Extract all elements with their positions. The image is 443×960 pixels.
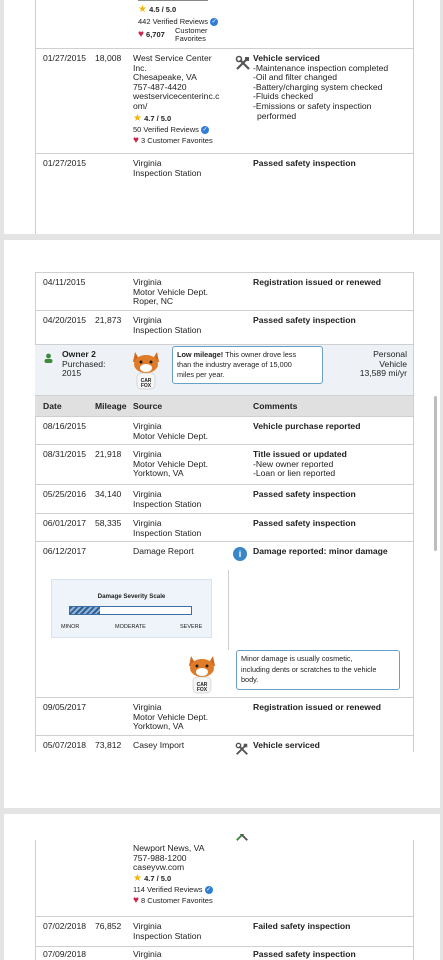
source-line: Inspection Station <box>133 930 202 941</box>
svg-text:FOX: FOX <box>140 383 152 389</box>
table-row <box>35 947 413 960</box>
row-date: 05/25/2016 <box>43 489 87 499</box>
comment-item: -New owner reported <box>253 458 334 469</box>
comment-title: Registration issued or renewed <box>253 277 381 287</box>
table-right-border <box>413 0 414 234</box>
comment-item: -Loan or lien reported <box>253 468 336 479</box>
source-line: Inspection Station <box>133 324 202 335</box>
table-row <box>35 49 413 154</box>
heart-icon: ♥ <box>138 29 144 40</box>
verified-check-icon: ✓ <box>202 126 208 133</box>
comment-item: -Maintenance inspection completed <box>253 62 389 73</box>
owner-type-1: Personal <box>373 349 407 359</box>
heart-icon: ♥ <box>133 894 139 906</box>
report-page-3 <box>4 814 440 960</box>
comment-item: -Oil and filter changed <box>253 72 338 83</box>
header-comments[interactable]: Comments <box>253 401 298 411</box>
header-mileage[interactable]: Mileage <box>95 401 127 411</box>
rating-value: 4.5 / 5.0 <box>149 5 177 14</box>
scrollbar-thumb[interactable] <box>434 396 437 551</box>
row-date: 07/02/2018 <box>43 921 87 931</box>
row-mileage: 21,873 <box>95 315 122 325</box>
table-row <box>35 273 413 311</box>
comment-title: Registration issued or renewed <box>253 702 381 712</box>
damage-callout <box>236 650 400 690</box>
source-location: Chesapeake, VA <box>133 72 197 83</box>
callout-text: This owner drove less <box>223 350 297 359</box>
comment-title: Vehicle serviced <box>253 53 320 63</box>
source-line: Inspection Station <box>133 167 202 178</box>
source-phone[interactable]: 757-988-1200 <box>133 852 187 863</box>
comment-title: Failed safety inspection <box>253 921 351 931</box>
rating-value: 4.7 / 5.0 <box>144 873 172 883</box>
row-date: 09/05/2017 <box>43 702 87 712</box>
owner-person-icon <box>44 350 53 368</box>
verified-reviews[interactable]: 114 Verified Reviews <box>133 884 203 894</box>
source-website[interactable]: caseyvw.com <box>133 862 185 873</box>
fox-shirt-text: CAR <box>196 682 208 688</box>
row-date: 04/11/2015 <box>43 277 86 287</box>
table-row <box>35 445 413 485</box>
row-date: 01/27/2015 <box>43 158 87 168</box>
source-location: Yorktown, VA <box>133 721 184 732</box>
low-mileage-callout <box>172 346 323 384</box>
callout-text: Minor damage is usually cosmetic, <box>241 654 353 663</box>
source-name: Virginia <box>133 315 162 325</box>
owner-header <box>35 345 413 396</box>
favorites-label-1: Customer <box>175 26 208 35</box>
source-name: Virginia <box>133 158 162 168</box>
row-date: 08/16/2015 <box>43 421 87 431</box>
source-name: Casey Import <box>133 740 185 750</box>
source-name: Virginia <box>133 277 162 287</box>
comment-title: Vehicle purchase reported <box>253 421 361 431</box>
comment-title: Vehicle serviced <box>253 740 320 750</box>
table-row-continued <box>35 840 413 917</box>
callout-text: including dents or scratches to the vehicle <box>241 664 377 674</box>
source-phone[interactable]: 757-487-4420 <box>133 81 187 92</box>
comment-title: Passed safety inspection <box>253 949 356 959</box>
star-icon: ★ <box>133 872 142 884</box>
report-page-1 <box>4 0 440 234</box>
source-line: Motor Vehicle Dept. <box>133 286 208 297</box>
row-date: 08/31/2015 <box>43 449 87 459</box>
row-mileage: 73,812 <box>95 740 122 750</box>
service-tools-icon <box>235 742 249 759</box>
comment-item: -Fluids checked <box>253 91 314 102</box>
source-line: Inspection Station <box>133 498 202 509</box>
favorites-label-2: Favorites <box>175 34 206 43</box>
row-mileage: 18,008 <box>95 53 122 63</box>
favorites-count: 6,707 <box>146 30 165 39</box>
source-name: Virginia <box>133 489 162 499</box>
header-source[interactable]: Source <box>133 401 163 411</box>
fox-shirt-text: FOX <box>196 687 208 693</box>
source-line: Motor Vehicle Dept. <box>133 711 208 722</box>
scale-title: Damage Severity Scale <box>97 593 166 600</box>
scale-minor: MINOR <box>61 624 80 630</box>
source-website-cont[interactable]: om/ <box>133 100 148 111</box>
row-mileage: 76,852 <box>95 921 122 931</box>
source-line: Motor Vehicle Dept. <box>133 430 208 441</box>
comment-item: -Battery/charging system checked <box>253 81 383 92</box>
source-name: West Service Center <box>133 53 212 63</box>
comment-item: -Emissions or safety inspection <box>253 100 372 111</box>
callout-text: body. <box>241 675 259 684</box>
severity-bar <box>69 606 192 615</box>
comment-title: Passed safety inspection <box>253 315 356 325</box>
source-location: Newport News, VA <box>133 843 205 853</box>
svg-text:CAR: CAR <box>140 378 152 384</box>
source-name: Virginia <box>133 518 162 528</box>
table-right-border <box>413 272 414 752</box>
row-date: 07/09/2018 <box>43 949 87 959</box>
verified-reviews[interactable]: 442 Verified Reviews <box>138 17 209 26</box>
comment-item: performed <box>257 110 297 121</box>
table-right-border <box>413 840 414 960</box>
source-name: Virginia <box>133 449 162 459</box>
customer-favorites: 3 Customer Favorites <box>141 135 213 145</box>
info-icon[interactable]: i <box>233 547 247 561</box>
scale-severe: SEVERE <box>180 624 203 630</box>
source-name: Virginia <box>133 949 162 959</box>
service-tools-icon <box>235 55 251 74</box>
row-mileage: 21,918 <box>95 449 122 459</box>
row-date: 06/01/2017 <box>43 518 87 528</box>
source-name: Virginia <box>133 702 162 712</box>
severity-bar-fill <box>70 607 100 614</box>
damage-severity-scale <box>51 579 212 638</box>
owner-title: Owner 2 <box>62 349 96 359</box>
scale-moderate: MODERATE <box>115 624 146 630</box>
customer-favorites: 8 Customer Favorites <box>141 895 213 905</box>
header-date[interactable]: Date <box>43 401 62 411</box>
report-page-2 <box>4 240 440 808</box>
row-mileage: 58,335 <box>95 518 122 528</box>
prior-row-partial <box>35 0 413 49</box>
table-row <box>35 485 413 514</box>
service-tools-icon <box>235 834 249 842</box>
callout-text: than the industry average of 15,000 <box>177 360 292 369</box>
row-date: 01/27/2015 <box>43 53 87 63</box>
source-name: Virginia <box>133 421 162 431</box>
carfox-mascot-icon <box>127 348 165 397</box>
table-row <box>35 514 413 542</box>
comment-title: Title issued or updated <box>253 449 347 459</box>
table-header <box>35 396 413 417</box>
table-row <box>35 917 413 947</box>
owner-type-2: Vehicle <box>379 358 407 369</box>
source-line: Inc. <box>133 62 147 73</box>
verified-check-icon: ✓ <box>206 886 212 893</box>
callout-text: miles per year. <box>177 370 225 379</box>
purchased-year: 2015 <box>62 368 82 379</box>
row-date: 06/12/2017 <box>43 546 87 556</box>
owner-mileage-rate: 13,589 mi/yr <box>359 368 407 379</box>
row-mileage: 34,140 <box>95 489 122 499</box>
row-date: 05/07/2018 <box>43 740 87 750</box>
source-line: Inspection Station <box>133 527 202 538</box>
source-website[interactable]: westservicecenterinc.c <box>133 91 220 102</box>
rating-value: 4.7 / 5.0 <box>144 113 172 123</box>
table-row <box>35 417 413 445</box>
star-icon: ★ <box>133 112 142 124</box>
source-name: Damage Report <box>133 546 194 556</box>
verified-reviews[interactable]: 50 Verified Reviews <box>133 124 199 134</box>
star-icon: ★ <box>138 4 147 15</box>
comment-title: Damage reported: minor damage <box>253 546 388 556</box>
comment-title: Passed safety inspection <box>253 489 356 499</box>
table-row <box>35 311 413 345</box>
purchased-label: Purchased: <box>62 358 106 369</box>
callout-highlight: Low mileage! <box>177 350 224 359</box>
heart-icon: ♥ <box>133 134 139 146</box>
damage-row <box>35 542 413 698</box>
verified-check-icon: ✓ <box>211 19 217 26</box>
source-line: Motor Vehicle Dept. <box>133 458 208 469</box>
comment-title: Passed safety inspection <box>253 158 356 168</box>
source-location: Roper, NC <box>133 296 174 307</box>
table-row <box>35 154 413 184</box>
table-row <box>35 736 413 752</box>
source-name: Virginia <box>133 921 162 931</box>
carfox-mascot-icon <box>183 652 221 699</box>
row-date: 04/20/2015 <box>43 315 87 325</box>
comment-title: Passed safety inspection <box>253 518 356 528</box>
source-location: Yorktown, VA <box>133 468 184 479</box>
table-row <box>35 698 413 736</box>
